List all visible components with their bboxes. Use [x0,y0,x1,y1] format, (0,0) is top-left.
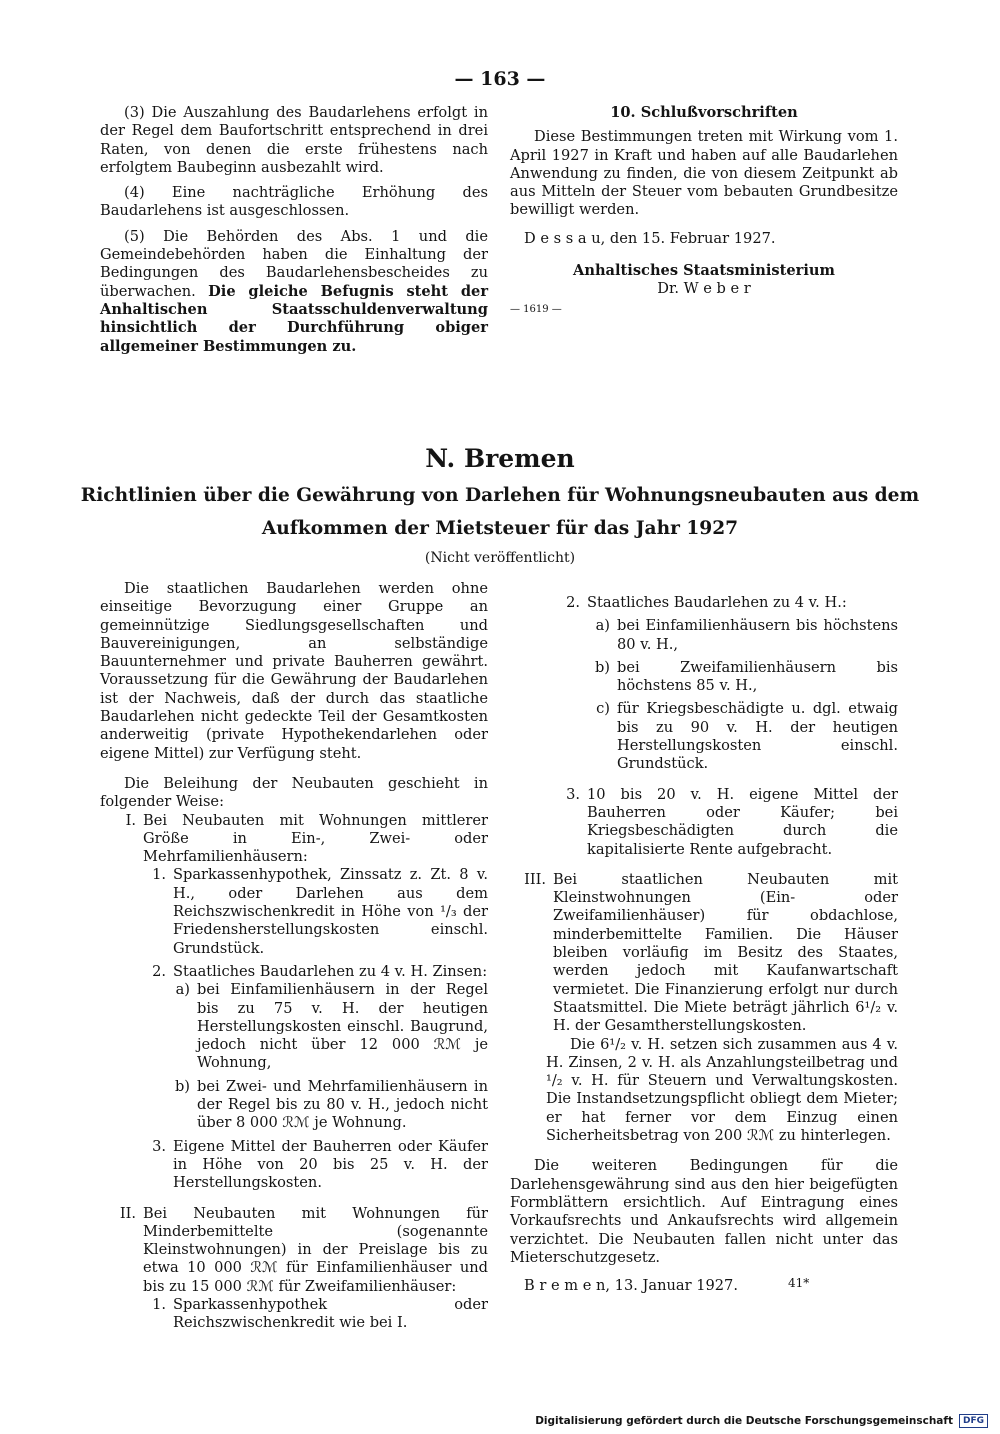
list-text: Bei staatlichen Neubauten mit Kleinstwohnungen (Ein- oder Zweifamilienhäuser) für obdachlose, minderbemittelte Familien. Die Häuser bleiben vorläufig im Besitz des Staates, werden jedoch mit Kaufanwartschaft vermietet. Die Finanzierung erfolgt nur durch Staatsmittel. Die Miete beträgt jährlich 6¹/₂ v. H. der Gesamtherstellungskosten. [553,870,898,1035]
list-item-II-2-a [580,617,898,654]
paragraph-5 [100,228,488,356]
list-item-III [510,871,898,1036]
list-item-II-3 [510,786,898,859]
dfg-logo-icon: DFG [959,1414,988,1428]
list-item-II-2 [510,594,898,612]
page-number: — 163 — [454,68,546,90]
list-item-I-1 [136,866,488,957]
list-label: 2. [566,594,580,611]
closing-paragraph: Die weiteren Bedingungen für die Darlehensgewährung sind aus den hier beigefügten Formblättern ersichtlich. Auf Eintragung eines Vorkaufsrechts und Ankaufsrechts wird allgemein verzichtet. Die Neubauten fallen nicht unter das Mieterschutzgesetz. [510,1157,898,1266]
list-text: bei Zwei- und Mehrfamilienhäusern in der Regel bis zu 80 v. H., jedoch nicht über 8 000 ℛℳ je Wohnung. [197,1077,488,1132]
signer-name: Dr. W e b e r [657,280,751,298]
paragraph-3: (3) Die Auszahlung des Baudarlehens erfolgt in der Regel dem Baufortschritt entsprechend in drei Raten, von denen die erste frühestens nach erfolgtem Baubeginn ausbezahlt wird. [100,104,488,176]
list-label: 1. [152,1295,166,1313]
list-item-I-2-b [166,1078,488,1133]
title-line-2: Aufkommen der Mietsteuer für das Jahr 1927 [261,518,739,539]
bottom-left-column [100,580,488,1333]
list-text: für Kriegsbeschädigte u. dgl. etwaig bis zu 90 v. H. der heutigen Herstellungskosten einschl. Grundstück. [617,700,898,773]
list-label: III. [524,870,546,888]
title-line-1: Richtlinien über die Gewährung von Darlehen für Wohnungsneubauten aus dem [80,485,920,506]
list-label: b) [594,658,610,676]
place-date: B r e m e n, 13. Januar 1927. [524,1277,738,1295]
lead-paragraph: Die Beleihung der Neubauten geschieht in folgender Weise: [100,774,488,811]
paragraph-4: (4) Eine nachträgliche Erhöhung des Baudarlehens ist ausgeschlossen. [100,184,488,220]
section-title: 10. Schlußvorschriften [610,104,798,121]
list-label: 1. [152,866,166,884]
list-text: Bei Neubauten mit Wohnungen für Minderbemittelte (sogenannte Kleinstwohnungen) in der Preislage bis zu etwa 10 000 ℛℳ für Einfamilienhäuser und bis zu 15 000 ℛℳ für Zweifamilienhäuser: [143,1204,488,1295]
paragraph-5-text: (5) Die Behörden des Abs. 1 und die Gemeindebehörden haben die Einhaltung der Bedingungen des Baudarlehensbescheides zu überwachen. [100,227,488,300]
list-text: bei Einfamilienhäusern in der Regel bis zu 75 v. H. der heutigen Herstellungskosten einschl. Baugrund, jedoch nicht über 12 000 ℛℳ je Wohnung, [197,981,488,1072]
ministry-name: Anhaltisches Staatsministerium [573,262,835,280]
top-right-column [510,104,898,319]
paragraph-III-2: Die 6¹/₂ v. H. setzen sich zusammen aus 4 v. H. Zinsen, 2 v. H. als Anzahlungsteilbetrag und ¹/₂ v. H. für Steuern und Verwaltungskosten. Die Instandsetzungspflicht obliegt dem Mieter; er hat ferner vor dem Einzug einen Sicherheitsbetrag von 200 ℛℳ zu hinterlegen. [546,1035,898,1145]
list-item-I-2-a [166,981,488,1072]
list-item-II [100,1205,488,1296]
list-label: b) [174,1077,190,1095]
list-text: bei Einfamilienhäusern bis höchstens 80 v. H., [617,617,898,653]
list-text: Staatliches Baudarlehen zu 4 v. H. Zinsen: [173,962,488,980]
place-date: D e s s a u, den 15. Februar 1927. [524,229,776,247]
list-text: Staatliches Baudarlehen zu 4 v. H.: [587,594,847,611]
list-item-I [100,812,488,867]
list-item-I-2 [136,963,488,981]
list-label: 3. [152,1137,166,1155]
list-text: Bei Neubauten mit Wohnungen mittlerer Größe in Ein-, Zwei- oder Mehrfamilienhäusern: [143,811,488,866]
signature-mark: 41* [788,1276,810,1290]
list-label: 3. [566,785,580,803]
footer [535,1414,988,1428]
list-label: II. [119,1204,136,1222]
section-heading: N. Bremen [425,444,575,473]
list-label: 2. [152,962,166,980]
document-number: — 1619 — [510,303,562,315]
list-label: a) [175,981,190,999]
bottom-right-column [510,594,898,1295]
intro-paragraph: Die staatlichen Baudarlehen werden ohne einseitige Bevorzugung einer Gruppe an gemeinnützige Siedlungsgesellschaften und Bauvereinigungen, an selbständige Bauunternehmer und private Bauherren gewährt. Voraussetzung für die Gewährung der Baudarlehen ist der Nachweis, daß der durch das staatliche Baudarlehen nicht gedeckte Teil der Gesamtkosten anderweitig (private Hypothekendarlehen oder eigene Mittel) zur Verfügung steht. [100,580,488,762]
list-text: bei Zweifamilienhäusern bis höchstens 85 v. H., [617,658,898,695]
footer-text: Digitalisierung gefördert durch die Deutsche Forschungsgemeinschaft [535,1415,953,1427]
paragraph-5-bold-text: Die gleiche Befugnis steht der Anhaltischen Staatsschuldenverwaltung hinsichtlich der Durchführung obiger allgemeiner Bestimmungen zu. [100,282,489,355]
list-label: I. [125,811,136,829]
list-text: Sparkassenhypothek oder Reichszwischenkredit wie bei I. [173,1295,488,1332]
list-item-I-3 [136,1138,488,1193]
list-item-II-2-b [580,659,898,696]
final-provisions-text: Diese Bestimmungen treten mit Wirkung vom 1. April 1927 in Kraft und haben auf alle Baudarlehen Anwendung zu finden, die von diesem Zeitpunkt ab aus Mitteln der Steuer vom bebauten Grundbesitze bewilligt werden. [510,128,898,219]
list-text: 10 bis 20 v. H. eigene Mittel der Bauherren oder Käufer; bei Kriegsbeschädigten durch die kapitalisierte Rente aufgebracht. [587,785,898,858]
top-left-column [100,104,488,356]
subtitle: (Nicht veröffentlicht) [424,550,576,566]
list-label: a) [595,617,610,635]
list-text: Eigene Mittel der Bauherren oder Käufer in Höhe von 20 bis 25 v. H. der Herstellungskosten. [173,1137,488,1192]
list-text: Sparkassenhypothek, Zinssatz z. Zt. 8 v. H., oder Darlehen aus dem Reichszwischenkredit in Höhe von ¹/₃ der Friedensherstellungskosten einschl. Grundstück. [173,866,488,957]
list-item-II-2-c [580,700,898,773]
list-label: c) [596,700,610,718]
list-item-II-1 [136,1296,488,1333]
